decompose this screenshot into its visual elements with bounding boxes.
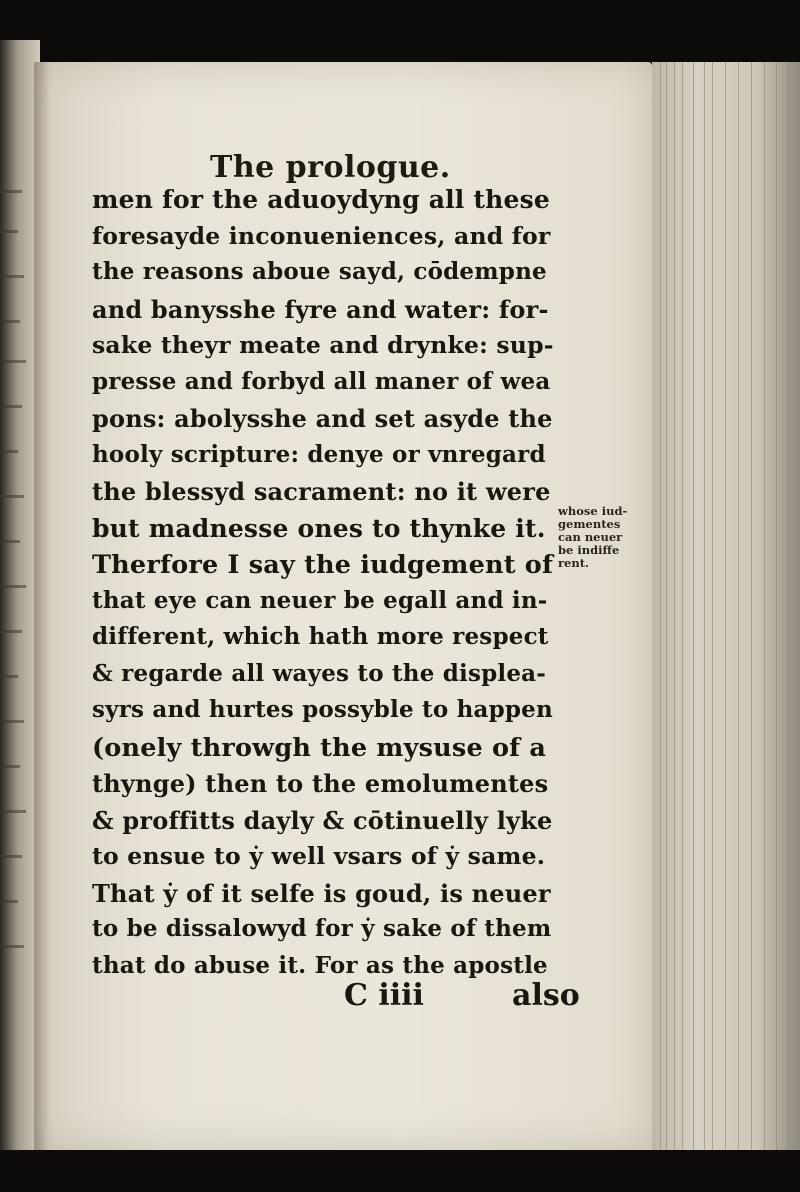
text-line: that eye can neuer be egall and in- xyxy=(92,586,548,614)
text-line: and banysshe fyre and water: for- xyxy=(92,294,549,324)
page-gutter xyxy=(34,62,50,1150)
background-bottom xyxy=(0,1150,800,1192)
text-line: & regarde all wayes to the displea- xyxy=(92,659,547,687)
margin-note-line: gementes xyxy=(558,517,621,531)
text-line: men for the aduoydyng all these xyxy=(92,185,551,214)
text-line: the reasons aboue sayd, cōdempne xyxy=(92,258,547,285)
text-line: hooly scripture: denye or vnregard xyxy=(92,440,546,468)
text-line: to be dissalowyd for ẏ sake of them xyxy=(92,915,552,942)
text-line: syrs and hurtes possyble to happen xyxy=(92,696,553,723)
text-line: pons: abolysshe and set asyde the xyxy=(92,404,553,433)
margin-note-line: be indiffe xyxy=(558,543,620,557)
margin-note-line: whose iud- xyxy=(558,504,628,518)
margin-note xyxy=(558,505,642,570)
text-line: that do abuse it. For as the apostle xyxy=(92,951,548,979)
signature-mark: C iiii xyxy=(344,978,424,1013)
text-line: presse and forbyd all maner of wea xyxy=(92,367,551,395)
text-line: foresayde inconueniences, and for xyxy=(92,221,551,250)
text-line: thynge) then to the emolumentes xyxy=(92,769,549,798)
text-line: but madnesse ones to thynke it. xyxy=(92,513,546,543)
text-line: different, which hath more respect xyxy=(92,623,549,650)
text-line: That ẏ of it selfe is goud, is neuer xyxy=(92,878,551,908)
book-block-edge xyxy=(652,62,800,1150)
catchword: also xyxy=(512,978,580,1013)
text-line: & proffitts dayly & cōtinuelly lyke xyxy=(92,805,553,835)
text-line: (onely throwgh the mysuse of a xyxy=(92,732,547,763)
text-line: the blessyd sacrament: no it were xyxy=(92,477,551,506)
text-line: sake theyr meate and drynke: sup- xyxy=(92,331,554,359)
text-line: Therfore I say the iudgement of xyxy=(92,550,554,580)
margin-note-line: can neuer xyxy=(558,530,623,544)
margin-note-line: rent. xyxy=(558,556,590,570)
text-line: to ensue to ẏ well vsars of ẏ same. xyxy=(92,842,546,870)
running-head: The prologue. xyxy=(210,150,451,185)
